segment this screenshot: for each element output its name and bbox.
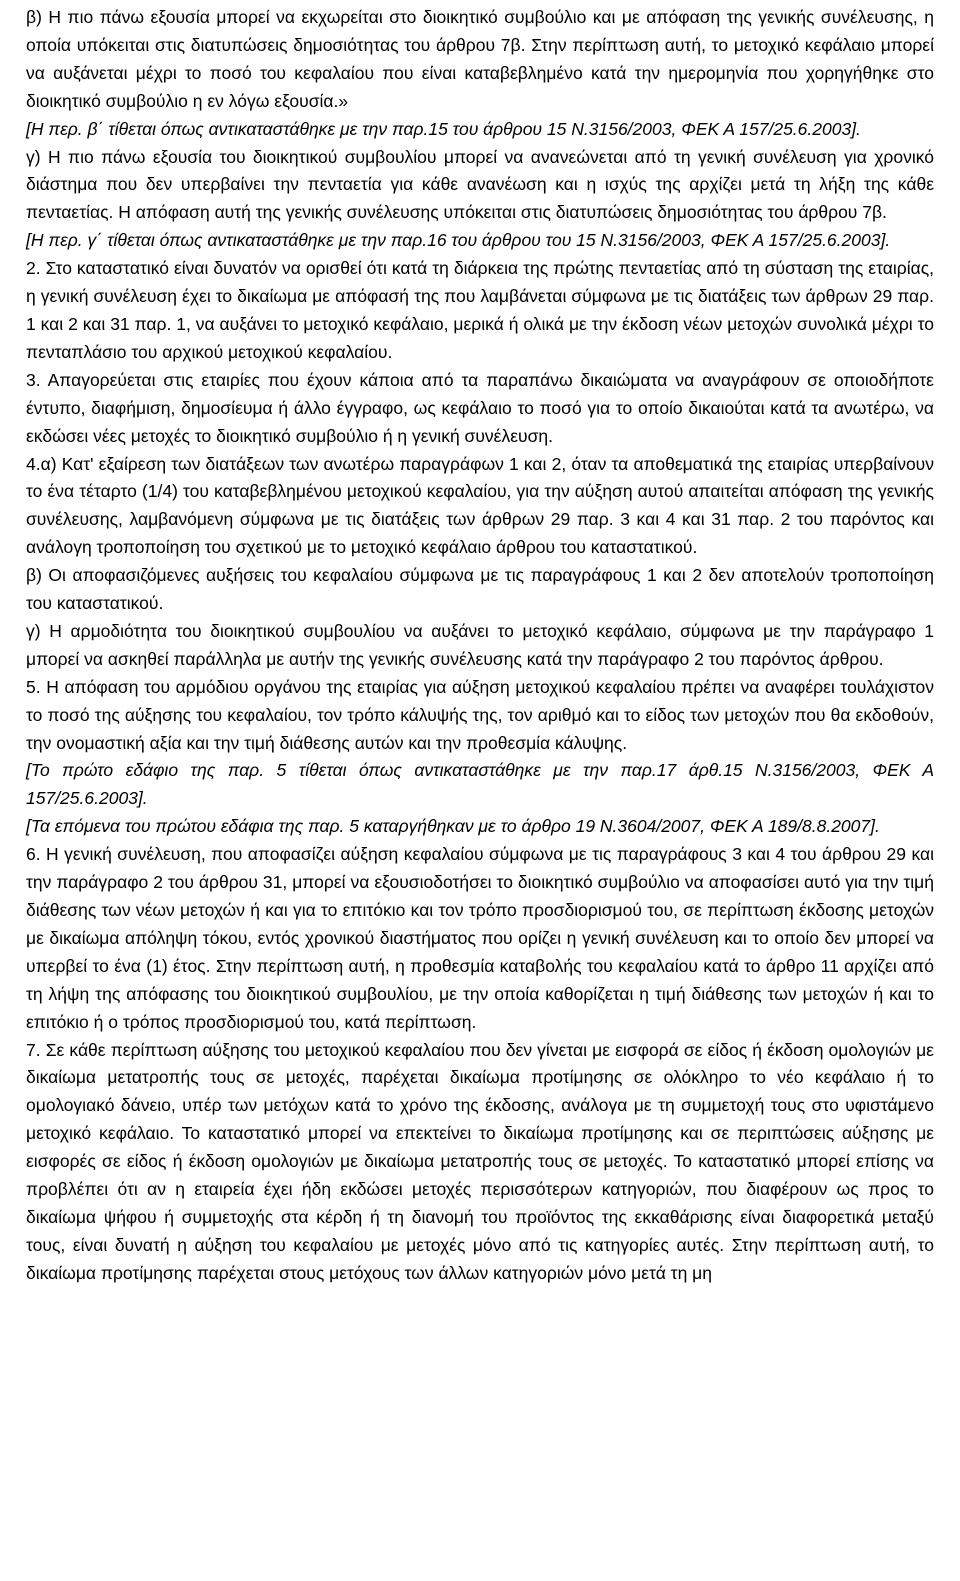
paragraph-2: 2. Στο καταστατικό είναι δυνατόν να ορισθεί ότι κατά τη διάρκεια της πρώτης πενταετίας από τη σύσταση της εταιρίας, η γενική συνέλευση έχει το δικαίωμα με απόφασή της που λαμβάνεται σύμφωνα με τις διατάξεις των άρθρων 29 παρ. 1 και 2 και 31 παρ. 1, να αυξάνει το μετοχικό κεφάλαιο, μερικά ή ολικά με την έκδοση νέων μετοχών συνολικά μέχρι το πενταπλάσιο του αρχικού μετοχικού κεφαλαίου. xyxy=(26,258,934,362)
paragraph-c-renewal: γ) Η πιο πάνω εξουσία του διοικητικού συμβουλίου μπορεί να ανανεώνεται από τη γενική συνέλευση για χρονικό διάστημα που δεν υπερβαίνει την πενταετία για κάθε ανανέωση και η ισχύς της αρχίζει μετά τη λήξη της κάθε πενταετίας. Η απόφαση αυτή της γενικής συνέλευσης υπόκειται στις διατυπώσεις δημοσιότητας του άρθρου 7β. xyxy=(26,146,934,223)
amendment-note-c: [Η περ. γ΄ τίθεται όπως αντικαταστάθηκε με την παρ.16 του άρθρου του 15 Ν.3156/2003, ΦΕΚ Α 157/25.6.2003]. xyxy=(26,230,891,251)
paragraph-6: 6. Η γενική συνέλευση, που αποφασίζει αύξηση κεφαλαίου σύμφωνα με τις παραγράφους 3 και 4 του άρθρου 29 και την παράγραφο 2 του άρθρου 31, μπορεί να εξουσιοδοτήσει το διοικητικό συμβούλιο να αποφασίσει αυτό για την τιμή διάθεσης των νέων μετοχών ή και για το επιτόκιο και τον τρόπο προσδιορισμού του, σε περίπτωση έκδοσης μετοχών με δικαίωμα απόληψη τόκου, εντός χρονικού διαστήματος που ορίζει η γενική συνέλευση και το οποίο δεν μπορεί να υπερβεί το ένα (1) έτος. Στην περίπτωση αυτή, η προθεσμία καταβολής του κεφαλαίου κατά το άρθρο 11 αρχίζει από τη λήψη της απόφασης του διοικητικού συμβουλίου, με την οποία καθορίζεται η τιμή διάθεσης των μετοχών ή και το επιτόκιο ή ο τρόπος προσδιορισμού του, κατά περίπτωση. xyxy=(26,844,934,1032)
paragraph-b-authority: β) Η πιο πάνω εξουσία μπορεί να εκχωρείται στο διοικητικό συμβούλιο και με απόφαση της γενικής συνέλευσης, η οποία υπόκειται στις διατυπώσεις δημοσιότητας του άρθρου 7β. Στην περίπτωση αυτή, το μετοχικό κεφάλαιο μπορεί να αυξάνεται μέχρι το ποσό του κεφαλαίου που είναι καταβεβλημένο κατά την ημερομηνία που χορηγήθηκε στο διοικητικό συμβούλιο η εν λόγω εξουσία.» xyxy=(26,7,934,111)
paragraph-5: 5. Η απόφαση του αρμόδιου οργάνου της εταιρίας για αύξηση μετοχικού κεφαλαίου πρέπει να αναφέρει τουλάχιστον το ποσό της αύξησης του κεφαλαίου, τον τρόπο κάλυψής της, τον αριθμό και το είδος των μετοχών που θα εκδοθούν, την ονομαστική αξία και την τιμή διάθεσης αυτών και την προθεσμία κάλυψης. xyxy=(26,676,934,753)
paragraph-4a: 4.α) Κατ' εξαίρεση των διατάξεων των ανωτέρω παραγράφων 1 και 2, όταν τα αποθεματικά της εταιρίας υπερβαίνουν το ένα τέταρτο (1/4) του καταβεβλημένου μετοχικού κεφαλαίου, για την αύξηση αυτού απαιτείται απόφαση της γενικής συνέλευσης, λαμβανόμενη σύμφωνα με τις διατάξεις των άρθρων 29 παρ. 3 και 4 και 31 παρ. 2 του παρόντος και ανάλογη τροποποίηση του σχετικού με το μετοχικό κεφάλαιο άρθρου του καταστατικού. xyxy=(26,453,934,558)
amendment-note-b: [Η περ. β΄ τίθεται όπως αντικαταστάθηκε με την παρ.15 του άρθρου 15 Ν.3156/2003, ΦΕΚ Α 157/25.6.2003]. xyxy=(26,118,861,139)
paragraph-3: 3. Απαγορεύεται στις εταιρίες που έχουν κάποια από τα παραπάνω δικαιώματα να αναγράφουν σε οποιοδήποτε έντυπο, διαφήμιση, δημοσίευμα ή άλλο έγγραφο, ως κεφάλαιο το ποσό για το οποίο δικαιούται κατά τα ανωτέρω, να εκδώσει νέες μετοχές το διοικητικό συμβούλιο ή η γενική συνέλευση. xyxy=(26,369,934,446)
paragraph-4c: γ) Η αρμοδιότητα του διοικητικού συμβουλίου να αυξάνει το μετοχικό κεφάλαιο, σύμφωνα με την παράγραφο 1 μπορεί να ασκηθεί παράλληλα με αυτήν της γενικής συνέλευσης κατά την παράγραφο 2 του παρόντος άρθρου. xyxy=(26,620,934,669)
amendment-note-5-rest: [Τα επόμενα του πρώτου εδάφια της παρ. 5 καταργήθηκαν με το άρθρο 19 Ν.3604/2007, ΦΕΚ Α 189/8.8.2007]. xyxy=(26,816,880,837)
paragraph-4b: β) Οι αποφασιζόμενες αυξήσεις του κεφαλαίου σύμφωνα με τις παραγράφους 1 και 2 δεν αποτελούν τροποποίηση του καταστατικού. xyxy=(26,565,934,614)
amendment-note-5-first: [Το πρώτο εδάφιο της παρ. 5 τίθεται όπως αντικαταστάθηκε με την παρ.17 άρθ.15 Ν.3156/2003, ΦΕΚ Α 157/25.6.2003]. xyxy=(26,760,934,809)
paragraph-7: 7. Σε κάθε περίπτωση αύξησης του μετοχικού κεφαλαίου που δεν γίνεται με εισφορά σε είδος ή έκδοση ομολογιών με δικαίωμα μετατροπής τους σε μετοχές, παρέχεται δικαίωμα προτίμησης σε ολόκληρο το νέο κεφάλαιο ή το ομολογιακό δάνειο, υπέρ των μετόχων κατά το χρόνο της έκδοσης, ανάλογα με τη συμμετοχή τους στο υφιστάμενο μετοχικό κεφάλαιο. Το καταστατικό μπορεί να επεκτείνει το δικαίωμα προτίμησης και σε περιπτώσεις αύξησης με εισφορές σε είδος ή έκδοση ομολογιών με δικαίωμα μετατροπής τους σε μετοχές. Το καταστατικό μπορεί επίσης να προβλέπει ότι αν η εταιρεία έχει ήδη εκδώσει μετοχές περισσότερων κατηγοριών, που διαφέρουν ως προς το δικαίωμα ψήφου ή συμμετοχής στα κέρδη ή τη διανομή του προϊόντος της εκκαθάρισης είναι διαφορετικά μεταξύ τους, είναι δυνατή η αύξηση του κεφαλαίου με μετοχές μόνο από τις κατηγορίες αυτές. Στην περίπτωση αυτή, το δικαίωμα προτίμησης παρέχεται στους μετόχους των άλλων κατηγοριών μόνο μετά τη μη xyxy=(26,1039,934,1283)
